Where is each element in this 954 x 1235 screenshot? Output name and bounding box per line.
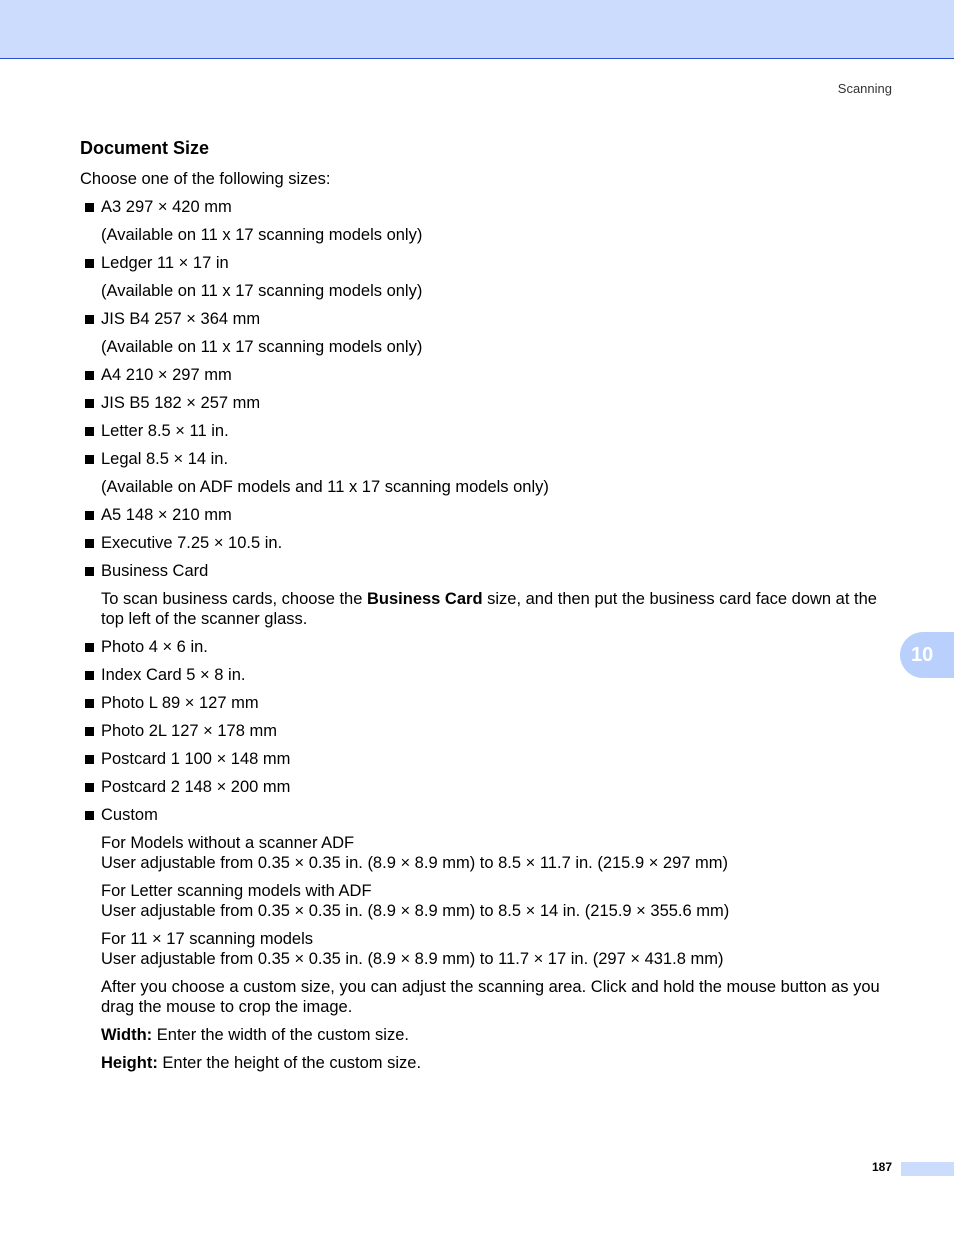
square-bullet-icon xyxy=(85,399,94,408)
list-item-photo-2l: Photo 2L 127 × 178 mm xyxy=(80,721,885,741)
section-heading: Document Size xyxy=(80,138,210,158)
note-b4: (Available on 11 x 17 scanning models only) xyxy=(101,338,423,356)
custom-height: Height: Enter the height of the custom size. xyxy=(101,1054,422,1072)
document-body xyxy=(80,137,885,1081)
list-item-a4: A4 210 × 297 mm xyxy=(80,365,885,385)
list-item-legal: Legal 8.5 × 14 in. xyxy=(80,449,885,469)
list-item-b5: JIS B5 182 × 257 mm xyxy=(80,393,885,413)
square-bullet-icon xyxy=(85,783,94,792)
page-number: 187 xyxy=(871,1160,892,1174)
list-item-custom: Custom xyxy=(80,805,885,825)
list-item-executive: Executive 7.25 × 10.5 in. xyxy=(80,533,885,553)
list-item-photo: Photo 4 × 6 in. xyxy=(80,637,885,657)
chapter-tab: 10 xyxy=(900,632,954,678)
square-bullet-icon xyxy=(85,727,94,736)
square-bullet-icon xyxy=(85,811,94,820)
list-item-letter: Letter 8.5 × 11 in. xyxy=(80,421,885,441)
square-bullet-icon xyxy=(85,203,94,212)
header-band xyxy=(0,0,954,59)
intro-text: Choose one of the following sizes: xyxy=(80,170,331,188)
square-bullet-icon xyxy=(85,539,94,548)
custom-width: Width: Enter the width of the custom size. xyxy=(101,1026,409,1044)
list-item-postcard-1: Postcard 1 100 × 148 mm xyxy=(80,749,885,769)
list-item-a3: A3 297 × 420 mm xyxy=(80,197,885,217)
square-bullet-icon xyxy=(85,371,94,380)
custom-letter-adf: For Letter scanning models with ADF User adjustable from 0.35 × 0.35 in. (8.9 × 8.9 mm) to 8.5 × 14 in. (215.9 × 355.6 mm) xyxy=(101,882,730,920)
note-ledger: (Available on 11 x 17 scanning models only) xyxy=(101,282,423,300)
custom-no-adf: For Models without a scanner ADF User adjustable from 0.35 × 0.35 in. (8.9 × 8.9 mm) to 8.5 × 11.7 in. (215.9 × 297 mm) xyxy=(101,834,729,872)
list-item-postcard-2: Postcard 2 148 × 200 mm xyxy=(80,777,885,797)
square-bullet-icon xyxy=(85,671,94,680)
square-bullet-icon xyxy=(85,455,94,464)
square-bullet-icon xyxy=(85,643,94,652)
list-item-photo-l: Photo L 89 × 127 mm xyxy=(80,693,885,713)
custom-ledger: For 11 × 17 scanning models User adjustable from 0.35 × 0.35 in. (8.9 × 8.9 mm) to 11.7 × 17 in. (297 × 431.8 mm) xyxy=(101,930,724,968)
note-a3: (Available on 11 x 17 scanning models only) xyxy=(101,226,423,244)
square-bullet-icon xyxy=(85,511,94,520)
square-bullet-icon xyxy=(85,755,94,764)
square-bullet-icon xyxy=(85,259,94,268)
list-item-business-card: Business Card xyxy=(80,561,885,581)
list-item-a5: A5 148 × 210 mm xyxy=(80,505,885,525)
page-number-bar xyxy=(901,1162,954,1176)
section-label: Scanning xyxy=(837,81,892,96)
custom-after-note: After you choose a custom size, you can adjust the scanning area. Click and hold the mouse button as you drag the mouse to crop the image. xyxy=(101,978,880,1016)
square-bullet-icon xyxy=(85,427,94,436)
note-legal: (Available on ADF models and 11 x 17 scanning models only) xyxy=(101,478,549,496)
square-bullet-icon xyxy=(85,567,94,576)
square-bullet-icon xyxy=(85,315,94,324)
list-item-index-card: Index Card 5 × 8 in. xyxy=(80,665,885,685)
list-item-b4: JIS B4 257 × 364 mm xyxy=(80,309,885,329)
note-business-card: To scan business cards, choose the Business Card size, and then put the business card face down at the top left of the scanner glass. xyxy=(101,590,877,628)
list-item-ledger: Ledger 11 × 17 in xyxy=(80,253,885,273)
square-bullet-icon xyxy=(85,699,94,708)
